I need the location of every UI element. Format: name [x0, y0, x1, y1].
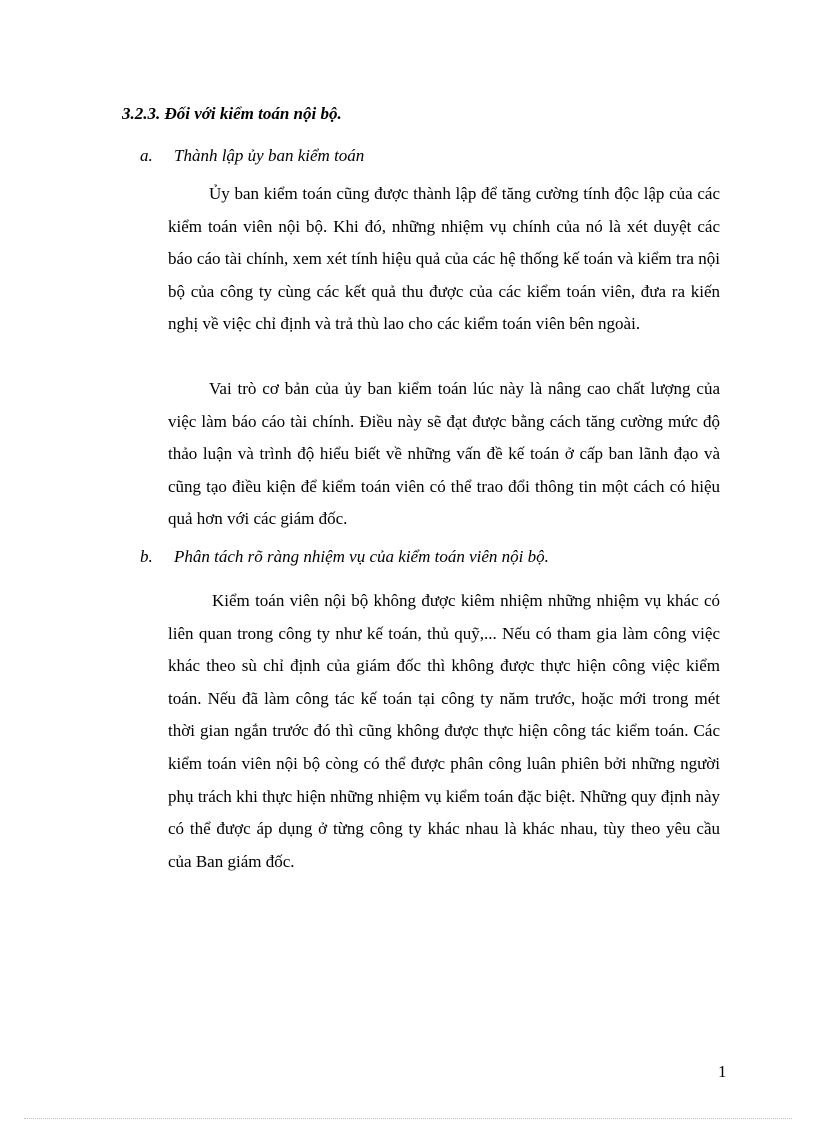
paragraph-audit-committee-establishment: Ủy ban kiểm toán cũng được thành lập để tăng cường tính độc lập của các kiểm toán viên nội bộ. Khi đó, những nhiệm vụ chính của nó là xét duyệt các báo cáo tài chính, xem xét tính hiệu quả của các hệ thống kế toán và kiểm tra nội bộ của công ty cùng các kết quả thu được của các kiểm toán viên, đưa ra kiến nghị về việc chỉ định và trả thù lao cho các kiểm toán viên bên ngoài.: [168, 184, 720, 334]
page-bottom-divider: [24, 1118, 792, 1119]
subsection-a-heading: [140, 146, 364, 166]
section-heading: 3.2.3. Đối với kiểm toán nội bộ.: [122, 104, 342, 123]
paragraph-internal-auditor-duties: Kiểm toán viên nội bộ không được kiêm nhiệm những nhiệm vụ khác có liên quan trong công ty như kế toán, thủ quỹ,... Nếu có tham gia làm công việc khác theo sù chỉ định của giám đốc thì không được thực hiện công việc kiểm toán. Nếu đã làm công tác kế toán tại công ty năm trước, hoặc mới trong mét thời gian ngắn trước đó thì cũng không được thực hiện công tác kiểm toán. Các kiểm toán viên nội bộ còng có thể được phân công luân phiên bởi những người phụ trách khi thực hiện những nhiệm vụ kiểm toán đặc biệt. Những quy định này có thể được áp dụng ở từng công ty khác nhau là khác nhau, tùy theo yêu cầu của Ban giám đốc.: [168, 591, 720, 871]
subsection-a-marker: a.: [140, 146, 153, 165]
subsection-b-heading: [140, 547, 549, 567]
subsection-b-marker: b.: [140, 547, 153, 566]
subsection-a-title: Thành lập ủy ban kiểm toán: [174, 146, 365, 165]
subsection-b-title: Phân tách rõ ràng nhiệm vụ của kiểm toán viên nội bộ.: [174, 547, 549, 566]
paragraph-audit-committee-role: Vai trò cơ bản của ủy ban kiểm toán lúc này là nâng cao chất lượng của việc làm báo cáo tài chính. Điều này sẽ đạt được bằng cách tăng cường mức độ thảo luận và trình độ hiểu biết về những vấn đề kế toán ở cấp ban lãnh đạo và cũng tạo điều kiện để kiểm toán viên có thể trao đổi thông tin một cách có hiệu quả hơn với các giám đốc.: [168, 379, 720, 529]
page-number: 1: [718, 1062, 727, 1081]
